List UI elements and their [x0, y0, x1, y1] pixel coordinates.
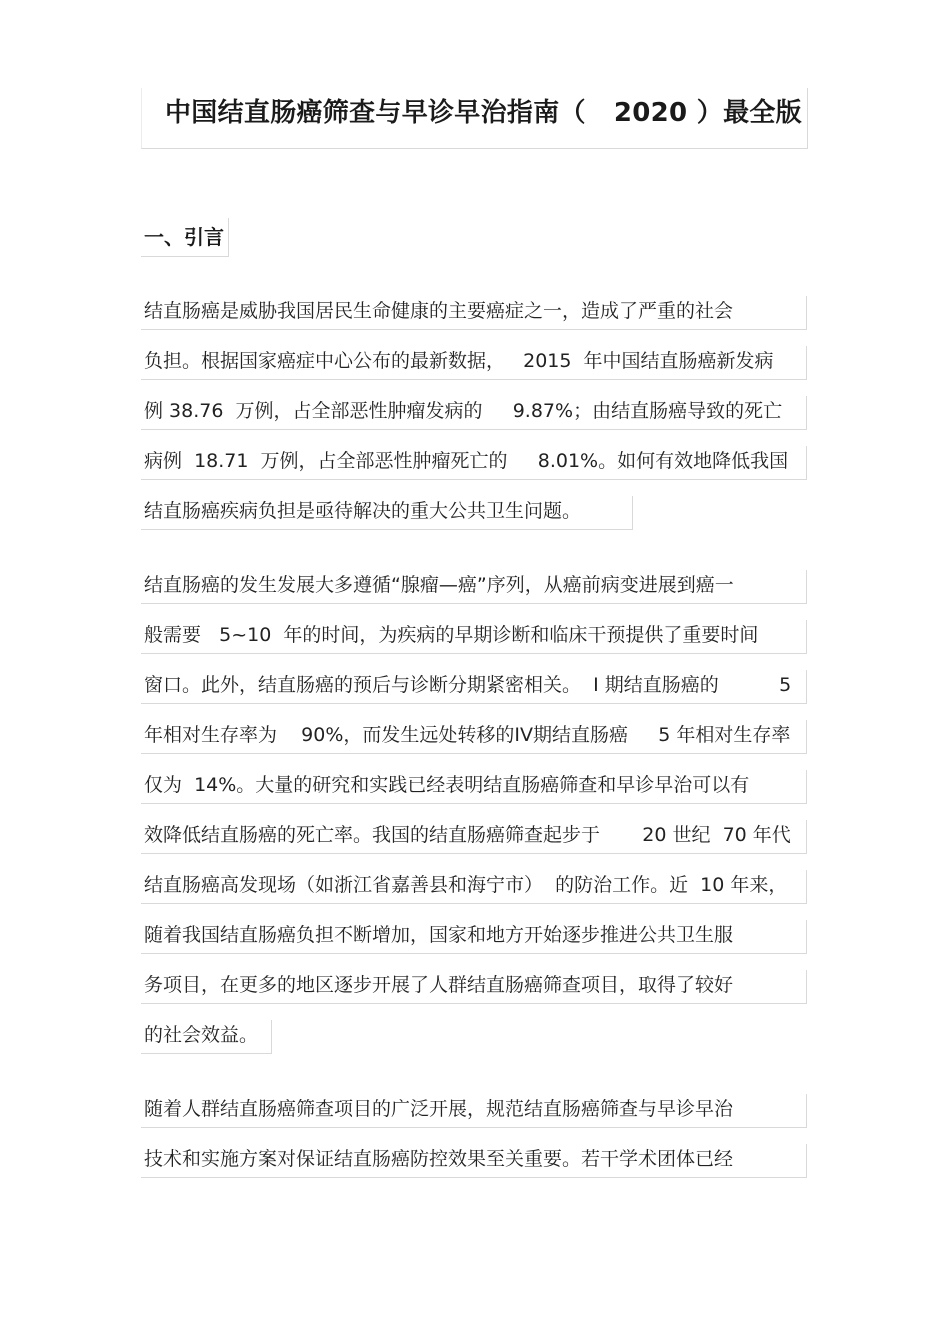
paragraph-3-line-1: 随着人群结直肠癌筛查项目的广泛开展，规范结直肠癌筛查与早诊早治 [141, 1094, 807, 1128]
document-title: 中国结直肠癌筛查与早诊早治指南（ 2020 ）最全版 [165, 98, 802, 128]
paragraph-1-line-2: 负担。根据国家癌症中心公布的最新数据， 2015 年中国结直肠癌新发病 [141, 346, 807, 380]
paragraph-3-line-2: 技术和实施方案对保证结直肠癌防控效果至关重要。若干学术团体已经 [141, 1144, 807, 1178]
paragraph-2-line-5: 仅为 14%。大量的研究和实践已经表明结直肠癌筛查和早诊早治可以有 [141, 770, 807, 804]
paragraph-2-line-3: 窗口。此外，结直肠癌的预后与诊断分期紧密相关。 I 期结直肠癌的 5 [141, 670, 807, 704]
paragraph-1-line-5: 结直肠癌疾病负担是亟待解决的重大公共卫生问题。 [141, 496, 633, 530]
paragraph-2-line-4: 年相对生存率为 90%，而发生远处转移的IV期结直肠癌 5 年相对生存率 [141, 720, 807, 754]
paragraph-2-line-10: 的社会效益。 [141, 1020, 272, 1054]
paragraph-1-line-1: 结直肠癌是威胁我国居民生命健康的主要癌症之一，造成了严重的社会 [141, 296, 807, 330]
paragraph-1-line-3: 例 38.76 万例，占全部恶性肿瘤发病的 9.87%；由结直肠癌导致的死亡 [141, 396, 807, 430]
paragraph-2-line-6: 效降低结直肠癌的死亡率。我国的结直肠癌筛查起步于 20 世纪 70 年代 [141, 820, 807, 854]
paragraph-2-line-2: 般需要 5~10 年的时间，为疾病的早期诊断和临床干预提供了重要时间 [141, 620, 807, 654]
paragraph-1-line-4: 病例 18.71 万例，占全部恶性肿瘤死亡的 8.01%。如何有效地降低我国 [141, 446, 807, 480]
paragraph-2-line-1: 结直肠癌的发生发展大多遵循“腺瘤—癌”序列，从癌前病变进展到癌一 [141, 570, 807, 604]
paragraph-2-line-7: 结直肠癌高发现场（如浙江省嘉善县和海宁市） 的防治工作。近 10 年来， [141, 870, 807, 904]
paragraph-2-line-9: 务项目，在更多的地区逐步开展了人群结直肠癌筛查项目，取得了较好 [141, 970, 807, 1004]
section-heading: 一、引言 [144, 225, 224, 249]
paragraph-2-line-8: 随着我国结直肠癌负担不断增加，国家和地方开始逐步推进公共卫生服 [141, 920, 807, 954]
